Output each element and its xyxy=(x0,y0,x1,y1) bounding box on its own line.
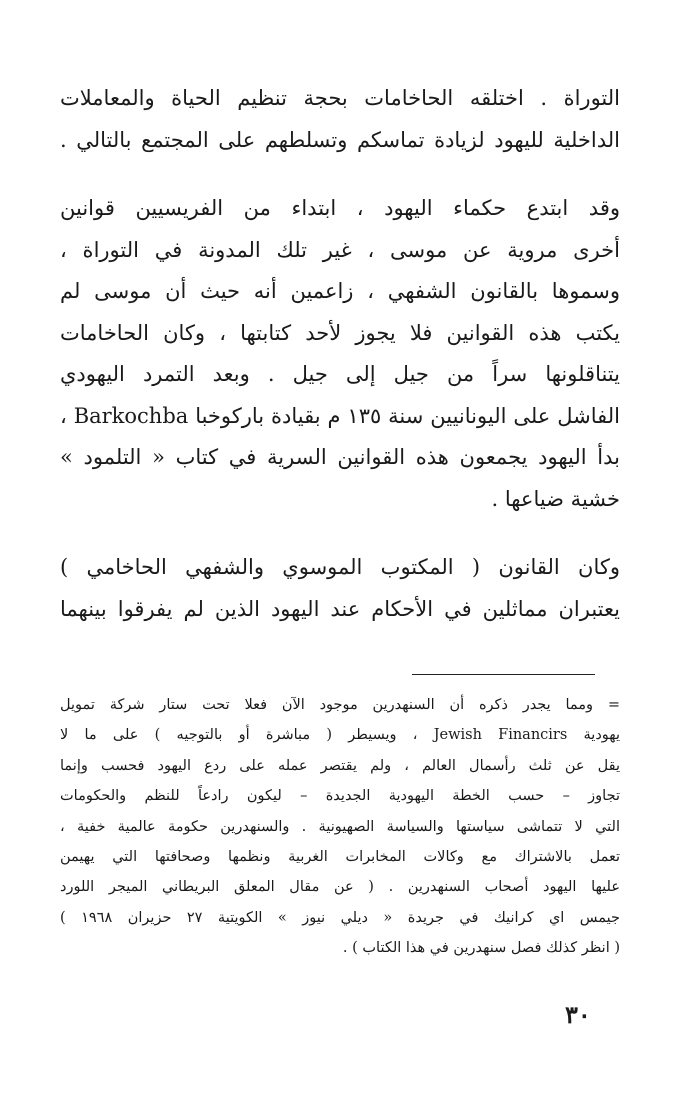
page-number: ٣٠ xyxy=(565,1000,591,1029)
footnote-line: ( انظر كذلك فصل سنهدرين في هذا الكتاب ) . xyxy=(342,940,620,957)
text-line: وسموها بالقانون الشفهي ، زاعمين أنه حيث أن موسى لم xyxy=(60,279,620,303)
paragraph-2 xyxy=(60,188,620,520)
footnote-line: تجاوز – حسب الخطة اليهودية الجديدة – ليكون رادعاً للنظم والحكومات xyxy=(60,788,620,805)
footnote-line: تعمل بالاشتراك مع وكالات المخابرات الغربية ونظمها وصحافتها التي يهيمن xyxy=(60,848,620,865)
text-line: أخرى مروية عن موسى ، غير تلك المدونة في التوراة ، xyxy=(60,237,620,262)
paragraph-1 xyxy=(60,78,620,161)
footnote-divider xyxy=(412,674,595,675)
text-line: يكتب هذه القوانين فلا يجوز لأحد كتابتها ، وكان الحاخامات xyxy=(60,320,620,345)
text-line: الفاشل على اليونانيين سنة ١٣٥ م بقيادة باركوخبا Barkochba ، xyxy=(60,403,620,428)
text-line: التوراة . اختلقه الحاخامات بحجة تنظيم الحياة والمعاملات xyxy=(60,86,620,110)
footnote-line: يهودية Jewish Financirs ، ويسيطر ( مباشرة أو بالتوجيه ) على ما لا xyxy=(60,727,620,744)
footnote-line: = ومما يجدر ذكره أن السنهدرين موجود الآن فعلا تحت ستار شركة تمويل xyxy=(60,697,620,713)
text-line: يتناقلونها سراً من جيل إلى جيل . وبعد التمرد اليهودي xyxy=(60,362,620,386)
text-line: وقد ابتدع حكماء اليهود ، ابتداء من الفريسيين قوانين xyxy=(60,196,620,220)
footnote-line: جيمس اي كرانيك في جريدة « ديلي نيوز » الكويتية ٢٧ حزيران ١٩٦٨ ) xyxy=(60,909,620,926)
footnote-line: التي لا تتماشى سياستها والسياسة الصهيونية . والسنهدرين حكومة عالمية خفية ، xyxy=(60,818,620,835)
text-line: وكان القانون ( المكتوب الموسوي والشفهي الحاخامي ) xyxy=(60,555,620,579)
text-line: يعتبران مماثلين في الأحكام عند اليهود الذين لم يفرقوا بينهما xyxy=(60,596,620,621)
text-line: بدأ اليهود يجمعون هذه القوانين السرية في كتاب « التلمود » xyxy=(60,445,620,469)
text-line: خشية ضياعها . xyxy=(491,486,620,511)
footnote-line: عليها اليهود أصحاب السنهدرين . ( عن مقال المعلق البريطاني الميجر اللورد xyxy=(60,879,620,896)
paragraph-3 xyxy=(60,547,620,630)
footnote-line: يقل عن ثلث رأسمال العالم ، ولم يقتصر عمله على ردع اليهود فحسب وإنما xyxy=(60,757,620,774)
footnote xyxy=(60,690,620,964)
main-text xyxy=(60,78,620,657)
text-line: الداخلية لليهود لزيادة تماسكم وتسلطهم على المجتمع بالتالي . xyxy=(60,127,620,152)
